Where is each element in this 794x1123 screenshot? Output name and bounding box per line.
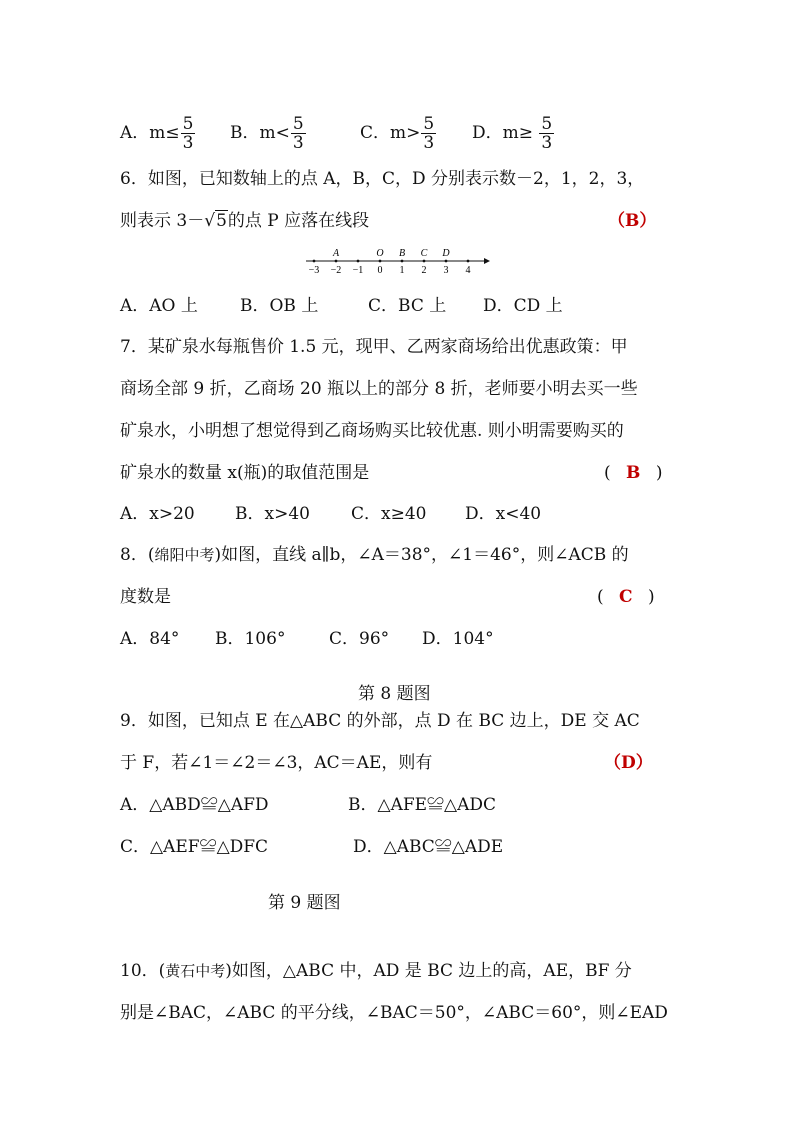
q6-option-b: B．OB 上	[240, 296, 319, 316]
sqrt-radicand: 5	[216, 211, 227, 231]
q10-line-1: 10．(黄石中考)如图，△ABC 中，AD 是 BC 边上的高，AE，BF 分	[120, 961, 632, 981]
number-line-tick-label: 2	[421, 265, 427, 276]
q9-option-d: D．△ABC≌△ADE	[353, 837, 504, 857]
q5-option-c: C．m> $\frac{5}{3}$	[360, 114, 435, 153]
q7-line-4: 矿泉水的数量 x(瓶)的取值范围是	[120, 463, 370, 483]
number-line-tick	[445, 260, 448, 263]
q9-line-1: 9．如图，已知点 E 在△ABC 的外部，点 D 在 BC 边上，DE 交 AC	[120, 711, 640, 731]
sqrt-sign: √	[204, 211, 216, 231]
number-line-tick-label: 4	[465, 265, 471, 276]
q7-answer-bracket: ( B )	[604, 463, 663, 483]
q5-option-a: A．m≤ $\frac{5}{3}$	[120, 114, 194, 153]
q8-line-2: 度数是	[120, 587, 171, 607]
q6-answer: （B）	[608, 211, 657, 231]
q7-line-2: 商场全部 9 折，乙商场 20 瓶以上的部分 8 折，老师要小明去买一些	[120, 379, 638, 399]
fraction: $\frac{5}{3}$	[182, 114, 194, 153]
q8-option-d: D．104°	[422, 629, 494, 649]
q8-option-c: C．96°	[329, 629, 390, 649]
fraction: $\frac{5}{3}$	[292, 114, 304, 153]
q7-option-d: D．x<40	[465, 504, 542, 524]
q8-figure-caption: 第 8 题图	[358, 684, 431, 704]
number-line-tick	[467, 260, 470, 263]
q9-line-2: 于 F，若∠1＝∠2＝∠3，AC＝AE，则有	[120, 753, 433, 773]
q10-source: 黄石中考	[165, 962, 226, 980]
number-line-tick	[423, 260, 426, 263]
number-line-point-label: C	[420, 248, 428, 259]
q7-option-c: C．x≥40	[351, 504, 427, 524]
q8-answer-bracket: ( C )	[597, 587, 655, 607]
q8-source: 绵阳中考	[154, 546, 215, 564]
number-line-tick-label: 1	[399, 265, 405, 276]
number-line-points	[332, 248, 450, 259]
q6-option-d: D．CD 上	[483, 296, 563, 316]
number-line-tick	[401, 260, 404, 263]
number-line-tick	[335, 260, 338, 263]
number-line-tick-label: 3	[443, 265, 449, 276]
q7-option-a: A．x>20	[120, 504, 195, 524]
number-line-point-label: D	[442, 248, 450, 259]
q7-line-1: 7．某矿泉水每瓶售价 1.5 元，现甲、乙两家商场给出优惠政策：甲	[120, 337, 628, 357]
number-line-tick-label: −1	[352, 265, 364, 276]
number-line-tick-label: 0	[377, 265, 383, 276]
q6-option-a: A．AO 上	[120, 296, 198, 316]
q7-answer: B	[626, 463, 641, 483]
q7-option-b: B．x>40	[235, 504, 310, 524]
number-line-point-label: B	[398, 248, 406, 259]
q9-option-b: B．△AFE≌△ADC	[348, 795, 497, 815]
q6-line-1: 6．如图，已知数轴上的点 A，B，C，D 分别表示数－2，1，2，3，	[120, 169, 645, 189]
q9-option-a: A．△ABD≌△AFD	[120, 795, 269, 815]
q8-line-1: 8．(绵阳中考)如图，直线 a∥b，∠A＝38°，∠1＝46°，则∠ACB 的	[120, 545, 629, 565]
number-line-point-label: A	[332, 248, 340, 259]
number-line-ticks	[309, 260, 471, 276]
number-line-tick	[357, 260, 360, 263]
fraction: $\frac{5}{3}$	[541, 114, 553, 153]
q7-line-3: 矿泉水，小明想了想觉得到乙商场购买比较优惠. 则小明需要购买的	[120, 421, 624, 441]
number-line-point-label: O	[376, 248, 384, 259]
number-line-tick	[313, 260, 316, 263]
q8-answer: C	[619, 587, 633, 607]
q9-figure-caption: 第 9 题图	[268, 893, 341, 913]
q8-option-a: A．84°	[120, 629, 180, 649]
number-line-tick-label: −2	[330, 265, 342, 276]
q9-answer: （D）	[604, 753, 653, 773]
q6-line-2: 则表示 3－√5的点 P 应落在线段	[120, 211, 370, 231]
number-line-figure	[300, 244, 495, 278]
q5-option-d: D．m≥ $\frac{5}{3}$	[472, 114, 553, 153]
number-line-arrow	[484, 258, 490, 264]
q10-line-2: 别是∠BAC，∠ABC 的平分线，∠BAC＝50°，∠ABC＝60°，则∠EAD	[120, 1003, 668, 1023]
q6-option-c: C．BC 上	[368, 296, 447, 316]
number-line-tick	[379, 260, 382, 263]
q5-option-b: B．m< $\frac{5}{3}$	[230, 114, 304, 153]
number-line-tick-label: −3	[308, 265, 320, 276]
q8-option-b: B．106°	[215, 629, 286, 649]
fraction: $\frac{5}{3}$	[423, 114, 435, 153]
q9-option-c: C．△AEF≌△DFC	[120, 837, 269, 857]
